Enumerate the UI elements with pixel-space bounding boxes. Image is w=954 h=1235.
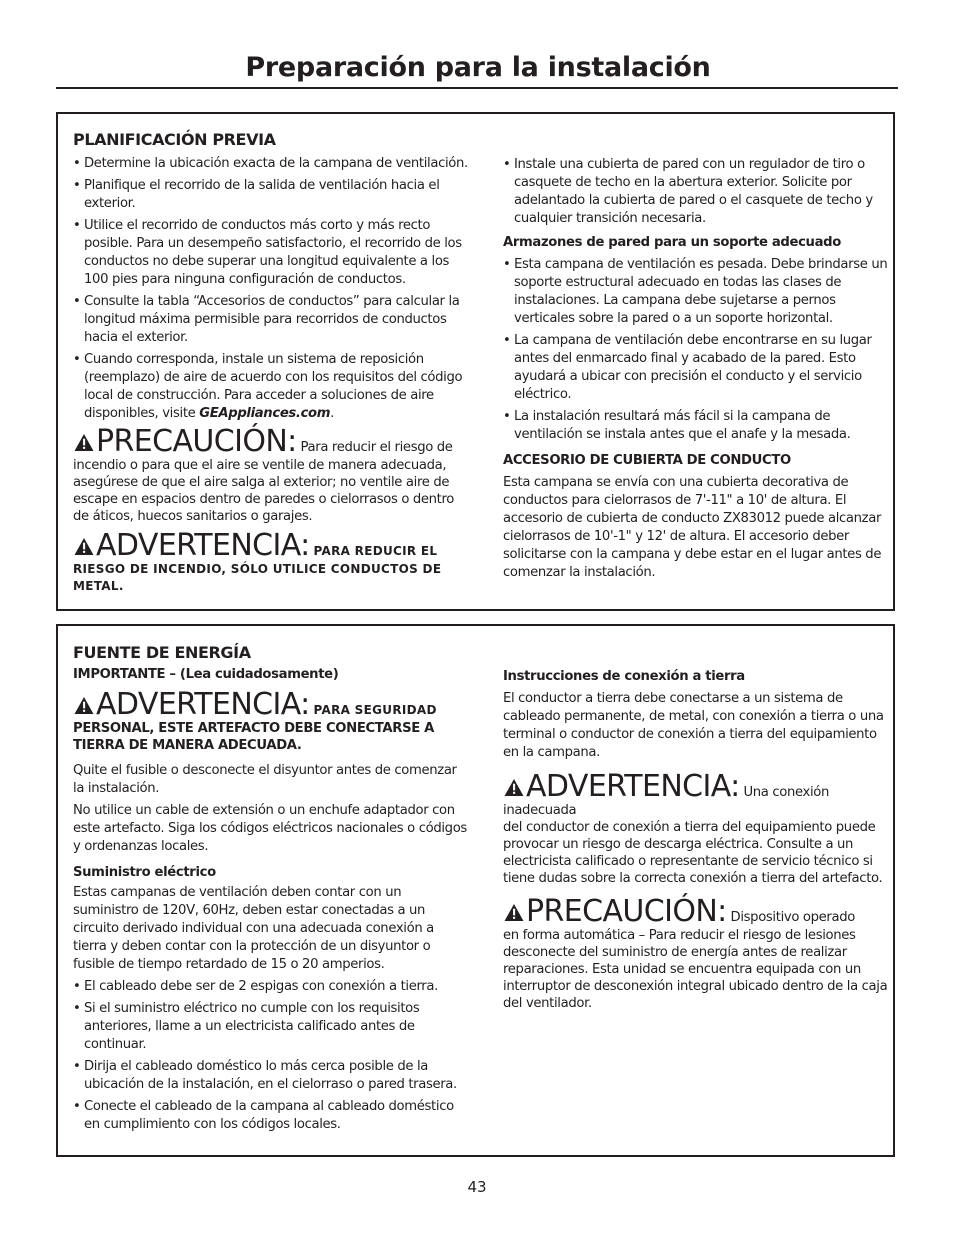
importante-label: IMPORTANTE – (Lea cuidadosamente) (73, 667, 339, 682)
advertencia-text-caps: PARA SEGURIDAD (313, 703, 437, 717)
page-title: Preparación para la instalación (245, 52, 711, 83)
list-item: • Si el suministro eléctrico no cumple con los requisitos anteriores, llame a un electricista calificado antes de continuar. (73, 1000, 468, 1054)
list-item: • Instale una cubierta de pared con un regulador de tiro o casquete de techo en la abertura exterior. Solicite por adelantado la cubierta de pared o el casquete de techo y cualquier transición necesaria. (503, 156, 888, 228)
title-rule (56, 87, 898, 89)
bullet5-text: Cuando corresponda, instale un sistema de reposición (reemplazo) de aire de acuerdo con los requisitos del código local de construcción. Para acceder a soluciones de aire disponibles, visite (84, 352, 463, 421)
warning-triangle-icon (503, 903, 525, 922)
accesorio-title: ACCESORIO DE CUBIERTA DE CONDUCTO (503, 453, 791, 468)
accesorio-text: Esta campana se envía con una cubierta decorativa de conductos para cielorrasos de 7'-11" a 10' de altura. El accesorio de cubierta de conducto ZX83012 puede alcanzar cielorrasos de 10'-1" y 12' de altura. El accesorio deber solicitarse con la campana y debe estar en el lugar antes de comenzar la instalación. (503, 475, 882, 580)
tierra-title: Instrucciones de conexión a tierra (503, 669, 745, 684)
paragraph: No utilice un cable de extensión o un enchufe adaptador con este artefacto. Siga los códigos eléctricos nacionales o códigos y ordenanzas locales. (73, 803, 467, 854)
advertencia-label: ADVERTENCIA: (96, 528, 310, 563)
energia-right-column (503, 668, 888, 1012)
warning-triangle-icon (73, 433, 95, 452)
list-item: • Consulte la tabla “Accesorios de conductos” para calcular la longitud máxima permisible para recorridos de conductos hacia el exterior. (73, 293, 468, 347)
suministro-title: Suministro eléctrico (73, 865, 216, 880)
energia-title: FUENTE DE ENERGÍA (73, 643, 251, 662)
advertencia2-text-line2: inadecuada (503, 803, 577, 818)
advertencia-text-rest: PERSONAL, ESTE ARTEFACTO DEBE CONECTARSE A TIERRA DE MANERA ADECUADA. (73, 721, 434, 753)
advertencia-warning (73, 528, 468, 595)
page-number: 43 (467, 1178, 487, 1196)
list-item: • Dirija el cableado doméstico lo más cerca posible de la ubicación de la instalación, en el cielorraso o pared trasera. (73, 1058, 468, 1094)
precaucion2-text-rest: en forma automática – Para reducir el riesgo de lesiones desconecte del suministro de energía antes de realizar reparaciones. Esta unidad se encuentra equipada con un interruptor de desconexión integral ubicado dentro de la caja del ventilador. (503, 928, 888, 1011)
warning-triangle-icon (503, 778, 525, 797)
list-item: • Utilice el recorrido de conductos más corto y más recto posible. Para un desempeño satisfactorio, el recorrido de los conductos no debe superar una longitud equivalente a los 100 pies para ninguna configuración de conductos. (73, 217, 468, 289)
precaucion-label: PRECAUCIÓN: (96, 424, 297, 459)
advertencia2-text-rest: del conductor de conexión a tierra del equipamiento puede provocar un riesgo de descarga eléctrica. Consulte a un electricista calificado o representante de servicio técnico si tiene dudas sobre la correcta conexión a tierra del artefacto. (503, 820, 883, 886)
precaucion2-text-small: Dispositivo operado (730, 910, 855, 925)
bullet5-end: . (330, 406, 334, 421)
armazones-bullet-list (503, 256, 888, 444)
list-item: • Conecte el cableado de la campana al cableado doméstico en cumplimiento con los códigos locales. (73, 1098, 468, 1134)
list-item: • La instalación resultará más fácil si la campana de ventilación se instala antes que el anafe y la mesada. (503, 408, 888, 444)
advertencia-warning (73, 687, 468, 754)
planificacion-right-column (503, 156, 888, 586)
ge-appliances-link[interactable]: GEAppliances.com (199, 406, 331, 421)
planificacion-left-column (73, 129, 468, 595)
advertencia-label: ADVERTENCIA: (96, 687, 310, 722)
advertencia2-label: ADVERTENCIA: (526, 769, 740, 804)
advertencia2-text-small: Una conexión (743, 785, 830, 800)
paragraph: Quite el fusible o desconecte el disyuntor antes de comenzar la instalación. (73, 763, 457, 796)
precaucion-text: Para reducir el riesgo de incendio o para que el aire se ventile de manera adecuada, asegúrese de que el aire salga al exterior; no ventile aire de escape en espacios dentro de paredes o cielorrasos o dentro de áticos, huecos sanitarios o garajes. (73, 440, 455, 524)
suministro-text: Estas campanas de ventilación deben contar con un suministro de 120V, 60Hz, deben estar conectadas a un circuito derivado individual con una adecuada conexión a tierra y deben contar con la protección de un disyuntor o fusible de tiempo retardado de 15 o 20 amperios. (73, 885, 434, 972)
warning-triangle-icon (73, 537, 95, 556)
precaucion2-label: PRECAUCIÓN: (526, 894, 727, 929)
planificacion-bullet-list (73, 155, 468, 423)
list-item (73, 351, 468, 423)
list-item: • La campana de ventilación debe encontrarse en su lugar antes del enmarcado final y acabado de la pared. Esto ayudará a ubicar con precisión el conducto y el servicio eléctrico. (503, 332, 888, 404)
energia-box (56, 624, 895, 1157)
advertencia2-warning (503, 769, 888, 887)
precaucion-warning (73, 424, 468, 525)
list-item: • Planifique el recorrido de la salida de ventilación hacia el exterior. (73, 177, 468, 213)
list-item: • Esta campana de ventilación es pesada. Debe brindarse un soporte estructural adecuado en todas las clases de instalaciones. La campana debe sujetarse a pernos verticales sobre la pared o a un soporte horizontal. (503, 256, 888, 328)
planificacion-title: PLANIFICACIÓN PREVIA (73, 130, 276, 149)
armazones-title: Armazones de pared para un soporte adecuado (503, 235, 841, 250)
energia-left-column (73, 642, 468, 1138)
precaucion2-warning (503, 894, 888, 1012)
suministro-bullet-list (73, 978, 468, 1134)
tierra-text: El conductor a tierra debe conectarse a un sistema de cableado permanente, de metal, con conexión a tierra o una terminal o conductor de conexión a tierra del equipamiento en la campana. (503, 691, 884, 760)
list-item: • El cableado debe ser de 2 espigas con conexión a tierra. (73, 978, 468, 996)
warning-triangle-icon (73, 696, 95, 715)
advertencia-text: PARA REDUCIR EL RIESGO DE INCENDIO, SÓLO UTILICE CONDUCTOS DE METAL. (73, 544, 442, 593)
right-bullet-list (503, 156, 888, 228)
list-item: • Determine la ubicación exacta de la campana de ventilación. (73, 155, 468, 173)
planificacion-box (56, 112, 895, 611)
